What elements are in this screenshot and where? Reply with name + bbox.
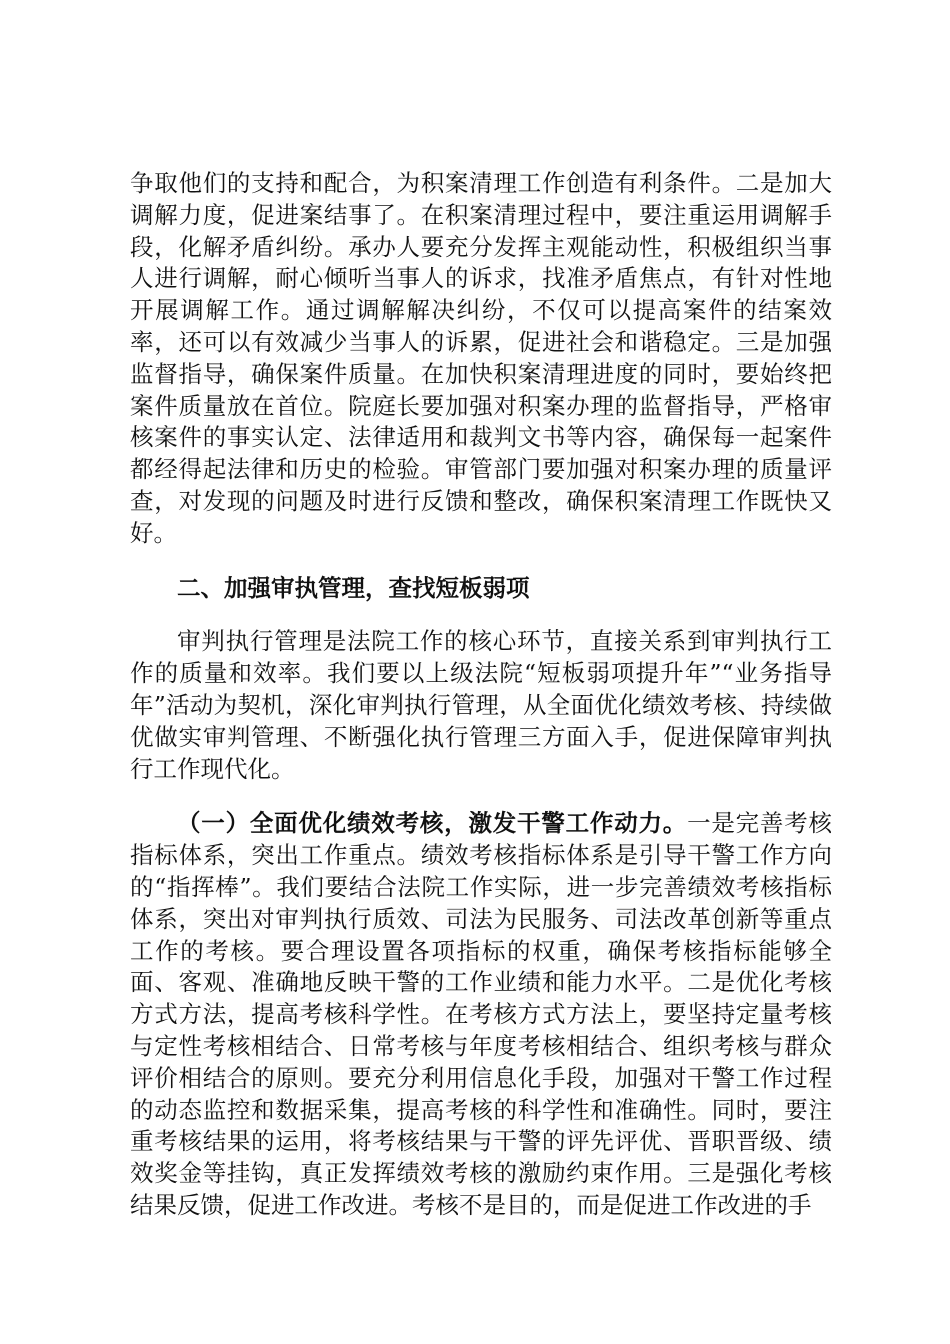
body-paragraph-intro: 审判执行管理是法院工作的核心环节，直接关系到审判执行工作的质量和效率。我们要以上级法院“短板弱项提升年”“业务指导年”活动为契机，深化审判执行管理，从全面优化绩效考核、持续做优做实审判管理、不断强化执行管理三方面入手，促进保障审判执行工作现代化。 [130,627,832,783]
paragraph-spacer [130,785,832,808]
body-paragraph-subsection [130,808,832,1221]
document-body [130,168,832,1222]
subsection-lead-heading: （一）全面优化绩效考核，激发干警工作动力。 [177,809,688,838]
paragraph-spacer [130,604,832,626]
subsection-body-text: 一是完善考核指标体系，突出工作重点。绩效考核指标体系是引导干警工作方向的“指挥棒”。我们要结合法院工作实际，进一步完善绩效考核指标体系，突出对审判执行质效、司法为民服务、司法改革创新等重点工作的考核。要合理设置各项指标的权重，确保考核指标能够全面、客观、准确地反映干警的工作业绩和能力水平。二是优化考核方式方法，提高考核科学性。在考核方式方法上，要坚持定量考核与定性考核相结合、日常考核与年度考核相结合、组织考核与群众评价相结合的原则。要充分利用信息化手段，加强对干警工作过程的动态监控和数据采集，提高考核的科学性和准确性。同时，要注重考核结果的运用，将考核结果与干警的评先评优、晋职晋级、绩效奖金等挂钩，真正发挥绩效考核的激励约束作用。三是强化考核结果反馈，促进工作改进。考核不是目的，而是促进工作改进的手 [130,809,833,1219]
section-heading: 二、加强审执管理，查找短板弱项 [177,573,530,602]
paragraph-spacer [130,550,832,573]
body-paragraph-continued: 争取他们的支持和配合，为积案清理工作创造有利条件。二是加大调解力度，促进案结事了。在积案清理过程中，要注重运用调解手段，化解矛盾纠纷。承办人要充分发挥主观能动性，积极组织当事人进行调解，耐心倾听当事人的诉求，找准矛盾焦点，有针对性地开展调解工作。通过调解解决纠纷，不仅可以提高案件的结案效率，还可以有效减少当事人的诉累，促进社会和谐稳定。三是加强监督指导，确保案件质量。在加快积案清理进度的同时，要始终把案件质量放在首位。院庭长要加强对积案办理的监督指导，严格审核案件的事实认定、法律适用和裁判文书等内容，确保每一起案件都经得起法律和历史的检验。审管部门要加强对积案办理的质量评查，对发现的问题及时进行反馈和整改，确保积案清理工作既快又好。 [130,169,832,547]
